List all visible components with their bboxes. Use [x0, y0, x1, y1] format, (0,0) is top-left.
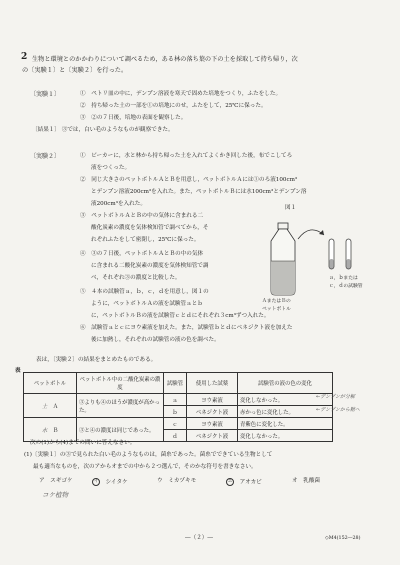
choice-text: アオカビ	[239, 479, 262, 486]
handwritten-note: 水	[41, 427, 48, 434]
cell-co2: ③と④の濃度は同じであった。	[77, 418, 164, 442]
exp2-label: 〔実験２〕	[30, 153, 61, 160]
exp2-line: に，ペットボトルＢの液を試験管ｃとｄにそれぞれ３cm³ずつ入れた。	[91, 313, 270, 319]
footer-code: ◇M4(152―28)	[325, 536, 361, 541]
header-reagent: 使用した試薬	[187, 373, 238, 394]
exp2-line: ① ビーカーに，水と林から持ち帰った土を入れてよくかき回した後，布でこしてろ	[80, 153, 293, 159]
cell-color: 変化しなかった。	[238, 430, 333, 442]
cell-co2: ③よりも④のほうが濃度が高かった。	[77, 394, 164, 418]
question-number: 2	[21, 52, 28, 62]
cell-tube: ｃ	[164, 418, 187, 430]
q1-line-1: (1)〔実験１〕の③で見られた白い毛のようなものは，菌糸であった。菌糸でできている生物として	[24, 452, 273, 458]
table-intro: 表は，〔実験２〕の結果をまとめたものである。	[36, 357, 157, 363]
handwritten-note: ←デンプンが分解	[316, 394, 355, 400]
cell-reagent: ヨウ素液	[187, 394, 238, 406]
figure-caption-tubes-1: ａ，ｂまたは	[329, 276, 358, 281]
exp2-line: ⑤ ４本の試験管ａ，ｂ，ｃ，ｄを用意し，図１の	[80, 289, 209, 295]
page-number: ―（２）―	[185, 535, 213, 541]
header-bottle: ペットボトル	[24, 373, 77, 394]
figure-caption-tubes-2: ｃ，ｄの試験管	[329, 284, 363, 289]
header-tube: 試験管	[164, 373, 187, 394]
step-text: ②の７日後，培地の表面を観察した。	[91, 115, 187, 121]
pour-arrow-icon	[298, 230, 324, 239]
bottle-label: Ｂ	[52, 427, 59, 434]
exp1-label: 〔実験１〕	[30, 91, 61, 98]
cell-color: 青紫色に変化した。	[238, 418, 333, 430]
choice-text: シイタケ	[105, 479, 128, 486]
choice-i	[92, 478, 128, 487]
intro-line-2: の〔実験１〕と〔実験２〕を行った。	[22, 67, 128, 74]
handwritten-answer-note: コケ植物	[42, 491, 68, 499]
cell-bottle	[24, 394, 77, 418]
cell-tube: ａ	[164, 394, 187, 406]
circled-choice-mark: イ	[93, 479, 99, 484]
table-header-row	[24, 373, 333, 394]
header-co2: ペットボトル中の二酸化炭素の濃度	[77, 373, 164, 394]
choice-text: スギゴケ	[50, 478, 73, 484]
exp1-step-1	[80, 91, 281, 98]
exp2-line: ③ ペットボトルＡとＢの中の気体に含まれる二	[80, 213, 204, 219]
q1-line-2: 最も適当なものを，次のアからオまでの中から２つ選んで，そのかな符号を書きなさい。	[33, 464, 257, 470]
results-table	[23, 372, 333, 442]
table-row	[24, 418, 333, 430]
cell-color: 赤かっ色に変化した。	[238, 406, 333, 418]
cell-reagent: ヨウ素液	[187, 418, 238, 430]
step-number: ①	[80, 91, 86, 97]
exp2-line: とデンプン溶液200cm³を入れた。また，ペットボトルＢには水100cm³とデンプン溶	[91, 189, 307, 195]
pet-bottle-icon	[271, 223, 295, 295]
exp2-line: 液をつくった。	[91, 165, 131, 171]
exp2-line: ように，ペットボトルＡの液を試験管ａとｂ	[91, 301, 203, 307]
table-row	[24, 394, 333, 406]
step-number: ②	[80, 103, 86, 109]
exp2-line: 後に加熱し，それぞれの試験管の液の色を調べた。	[91, 337, 220, 343]
cell-reagent: ベネジクト液	[187, 430, 238, 442]
step-text: ペトリ皿の中に，デンプン溶液を寒天で固めた培地をつくり，ふたをした。	[91, 91, 282, 97]
choice-a	[39, 478, 73, 485]
exp2-line: べ，それぞれ③の濃度と比較した。	[91, 275, 181, 281]
choice-key: ア	[39, 478, 45, 484]
bottle-label: Ａ	[52, 403, 59, 410]
figure-label: 図１	[285, 205, 297, 211]
exp2-line: ② 同じ大きさのペットボトルＡとＢを用意し，ペットボトルＡには①のろ液100cm³	[80, 177, 298, 183]
choice-text: ミカヅキモ	[168, 478, 197, 484]
cell-tube: ｂ	[164, 406, 187, 418]
handwritten-note: ←デンプンから糖へ	[316, 407, 360, 413]
exp2-line: に含まれる二酸化炭素の濃度を気体検知管で調	[91, 263, 209, 269]
choice-key: オ	[292, 478, 298, 484]
step-number: ③	[80, 115, 86, 121]
table-label: 表	[15, 368, 21, 374]
figure-caption-bottle-2: ペットボトル	[262, 307, 291, 312]
choice-key: ウ	[157, 478, 163, 484]
choice-o	[292, 478, 320, 485]
exp2-line: れぞれふたをして密閉し，25℃に保った。	[91, 237, 200, 243]
cell-bottle	[24, 418, 77, 442]
exp1-step-3	[80, 115, 186, 122]
circled-choice-mark: エ	[227, 479, 233, 484]
figure-caption-bottle-1: ＡまたはＢの	[262, 299, 291, 304]
question-prompt: 次の(1)から(4)までの問いに答えなさい。	[30, 440, 136, 446]
handwritten-note: 土	[41, 403, 48, 410]
exp2-line: 酸化炭素の濃度を気体検知管で調べてから，そ	[91, 225, 209, 231]
exp2-line: ④ ③の７日後，ペットボトルＡとＢの中の気体	[80, 251, 204, 257]
cell-tube: ｄ	[164, 430, 187, 442]
intro-line-1: 生物と環境とのかかわりについて調べるため，ある林の落ち葉の下の土を採取して持ち帰り，次	[32, 56, 298, 63]
header-color: 試験管の液の色の変化	[238, 373, 333, 394]
choice-e	[226, 478, 262, 487]
cell-reagent: ベネジクト液	[187, 406, 238, 418]
exp2-line: ⑥ 試験管ａとｃにヨウ素液を加えた。また，試験管ｂとｄにベネジクト液を加えた	[80, 325, 293, 331]
choice-u	[157, 478, 196, 485]
exp2-line: 液200cm³を入れた。	[91, 201, 146, 207]
choice-text: 乳酸菌	[303, 478, 321, 484]
test-tube-icon	[329, 239, 334, 269]
test-tube-icon	[346, 239, 351, 269]
step-text: 持ち帰った土の一部を①の培地にのせ，ふたをして，25℃に保った。	[91, 103, 267, 109]
exp1-result: 〔結果１〕 ③では，白い毛のようなものが観察できた。	[32, 127, 174, 133]
exp1-step-2	[80, 103, 267, 110]
cell-color: 変化しなかった。	[238, 394, 333, 406]
